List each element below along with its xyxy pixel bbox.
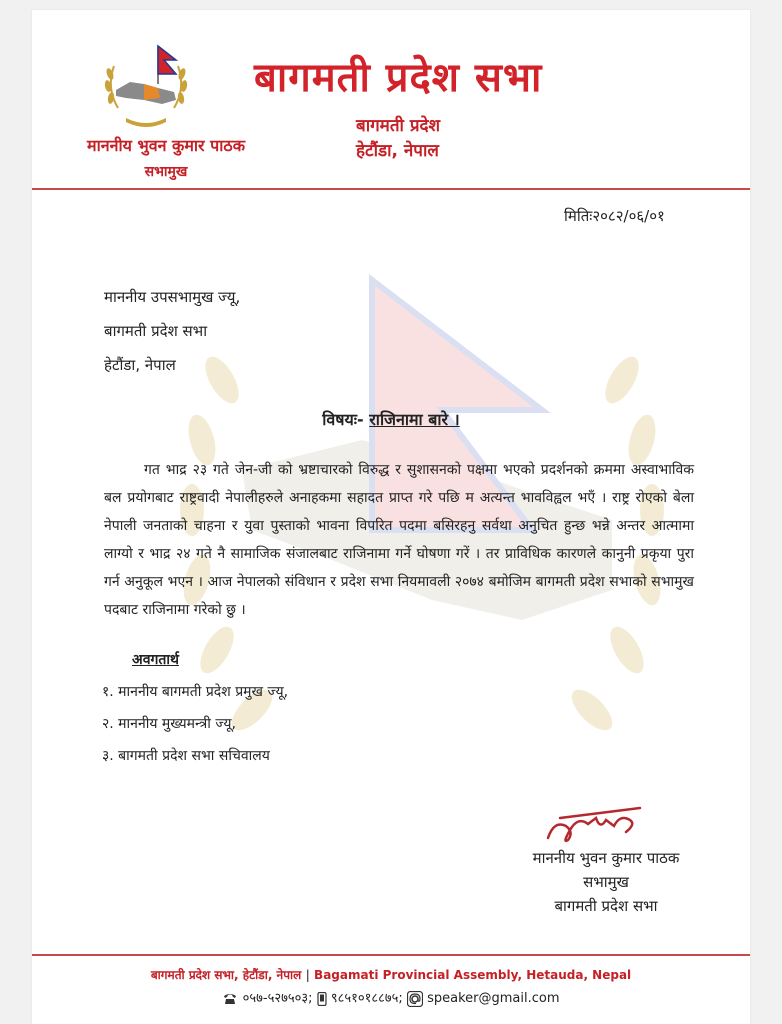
letter-body: गत भाद्र २३ गते जेन-जी को भ्रष्टाचारको विरुद्ध र सुशासनको पक्षमा भएको प्रदर्शनको क्रममा अस्वाभाविक बल प्रयोगबाट राष्ट्रवादी नेपालीहरुले अनाहकमा सहादत प्राप्त गरे पछि म अत्यन्त भावविह्वल भएँ । राष्ट्र रोएको बेला नेपाली जनताको चाहना र युवा पुस्ताको भावना विपरित पदमा बसिरहनु सर्वथा अनुचित हुन्छ भन्ने अन्तर आत्मामा लाग्यो र भाद्र २४ गते नै सामाजिक संजालबाट राजिनामा गर्ने घोषणा गरें । तर प्राविधिक कारणले कानुनी प्रकृया पुरा गर्न अनुकूल भएन । आज नेपालको संविधान र प्रदेश सभा नियमावली २०७४ बमोजिम बागमती प्रदेश सभाको सभामुख पदबाट राजिनामा गरेको छु । <box>104 462 694 618</box>
phone-icon <box>222 992 238 1006</box>
recipient-line-1: माननीय उपसभामुख ज्यू, <box>104 288 241 306</box>
speaker-title: सभामुख <box>144 164 188 180</box>
signature-icon <box>540 800 650 848</box>
signature-block <box>506 846 706 918</box>
address-line-1: बागमती प्रदेश <box>356 116 441 136</box>
letter-date: मितिः२०८२/०६/०१ <box>564 207 665 225</box>
footer-nepali: बागमती प्रदेश सभा, हेटौंडा, नेपाल <box>150 968 302 982</box>
footer-separator: | <box>305 968 310 982</box>
assembly-emblem-icon <box>96 38 196 138</box>
signatory-org: बागमती प्रदेश सभा <box>554 897 658 915</box>
footer-english: Bagamati Provincial Assembly, Hetauda, Nepal <box>314 968 632 982</box>
footer-mobile: ९८५१०१८८७५; <box>330 991 403 1006</box>
cc-item: १. माननीय बागमती प्रदेश प्रमुख ज्यू, <box>102 684 289 700</box>
cc-list <box>102 676 288 772</box>
header-divider <box>32 188 750 190</box>
footer-address <box>32 966 750 983</box>
header-address <box>356 114 440 164</box>
speaker-name: माननीय भुवन कुमार पाठक <box>87 136 245 155</box>
cc-item: ३. बागमती प्रदेश सभा सचिवालय <box>102 748 270 764</box>
signatory-title: सभामुख <box>583 873 629 891</box>
subject-label: विषयः- <box>322 410 364 429</box>
letter-page <box>32 10 750 1024</box>
subject-line <box>32 408 750 430</box>
footer-phone: ०५७-५२७५०३; <box>242 991 313 1006</box>
cc-item: २. माननीय मुख्यमन्त्री ज्यू, <box>102 716 236 732</box>
mobile-icon <box>317 992 327 1006</box>
address-line-2: हेटौंडा, नेपाल <box>356 141 439 161</box>
footer-email[interactable]: speaker@gmail.com <box>427 991 560 1006</box>
signatory-name: माननीय भुवन कुमार पाठक <box>532 849 680 867</box>
assembly-title: बागमती प्रदेश सभा <box>254 55 543 101</box>
cc-heading: अवगतार्थ <box>132 652 179 668</box>
email-icon <box>407 991 423 1007</box>
subject-text: राजिनामा बारे । <box>369 410 460 429</box>
footer-divider <box>32 954 750 956</box>
recipient-line-3: हेटौंडा, नेपाल <box>104 356 176 374</box>
recipient-block <box>104 280 240 382</box>
recipient-line-2: बागमती प्रदेश सभा <box>104 322 208 340</box>
footer-contacts <box>32 988 750 1007</box>
